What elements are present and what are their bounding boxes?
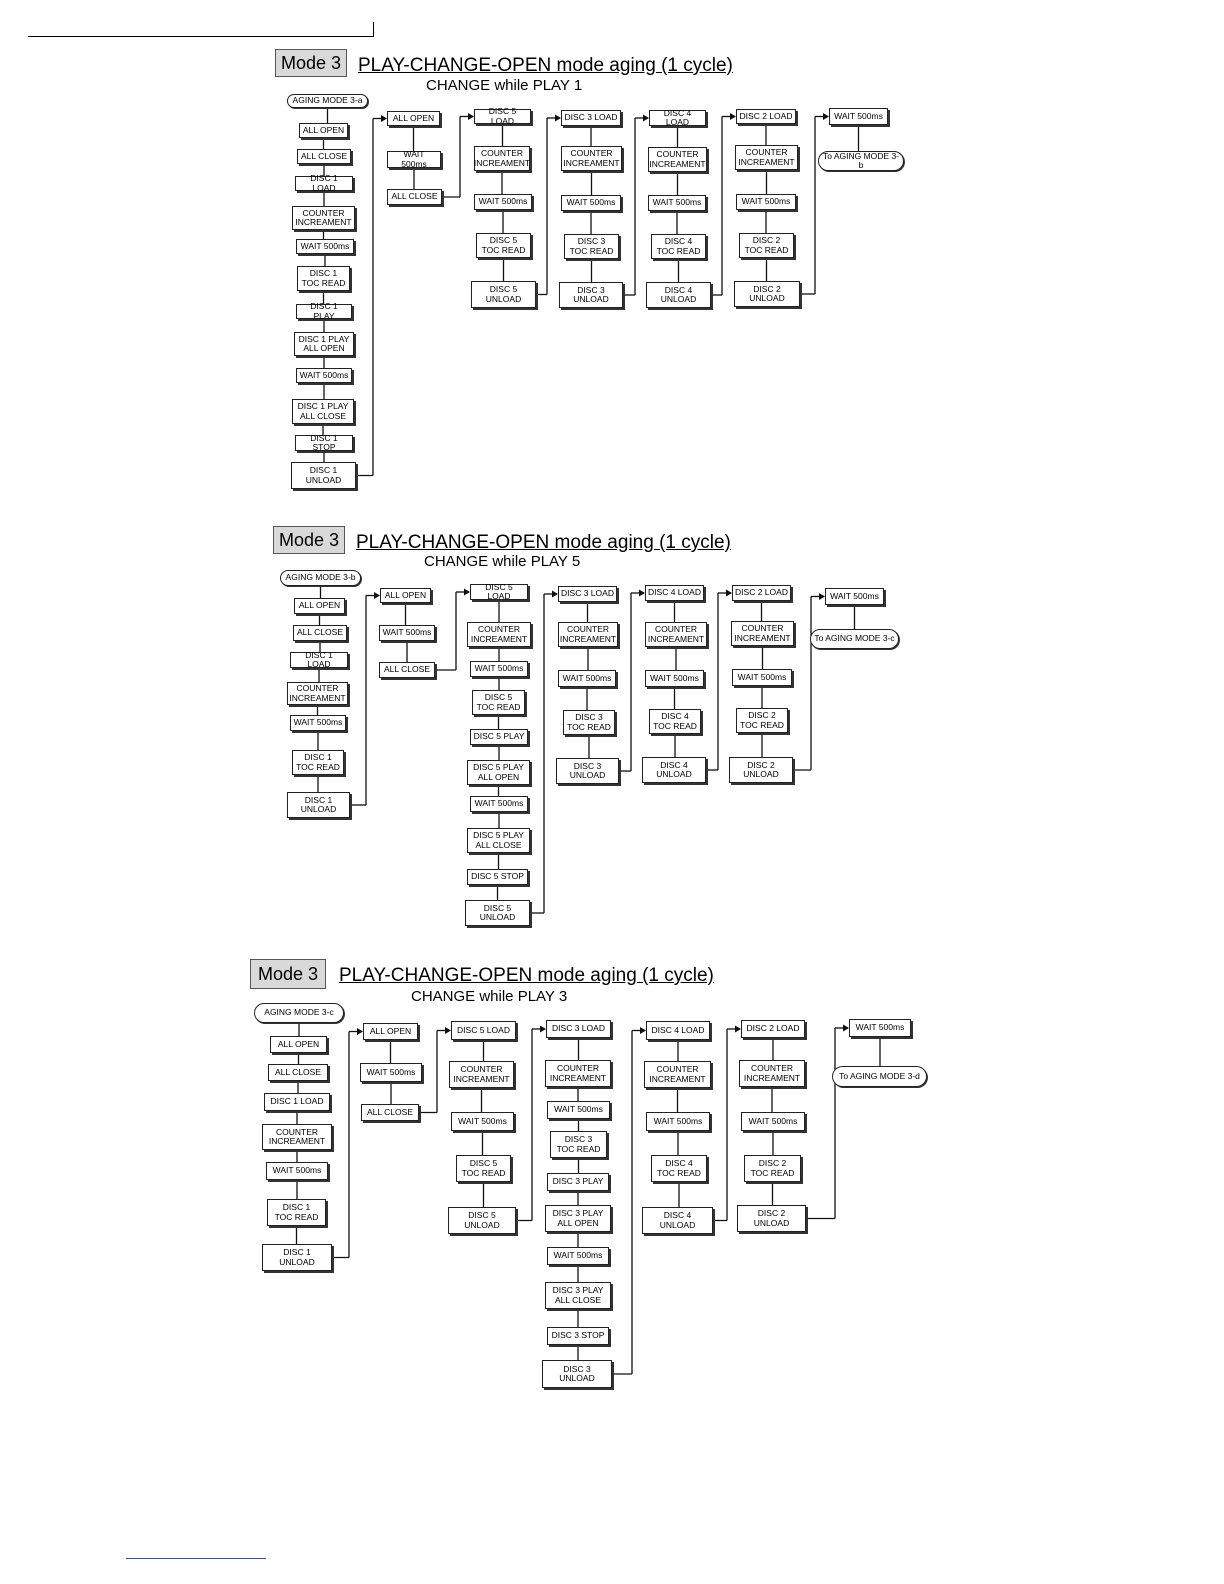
step-counter-increament: COUNTER INCREAMENT bbox=[558, 622, 618, 647]
step-disc-5-toc-read: DISC 5 TOC READ bbox=[456, 1155, 511, 1182]
step-counter-increament: COUNTER INCREAMENT bbox=[262, 1124, 332, 1150]
step-disc-2-load: DISC 2 LOAD bbox=[741, 1020, 805, 1038]
step-counter-increament: COUNTER INCREAMENT bbox=[292, 206, 355, 230]
step-all-close: ALL CLOSE bbox=[293, 625, 347, 641]
step-counter-increament: COUNTER INCREAMENT bbox=[474, 146, 530, 171]
step-disc-3-play: DISC 3 PLAY bbox=[547, 1173, 609, 1191]
step-wait-500ms: WAIT 500ms bbox=[296, 239, 354, 254]
step-disc-1-play-all-open: DISC 1 PLAY ALL OPEN bbox=[294, 332, 354, 356]
step-wait-500ms: WAIT 500ms bbox=[561, 195, 621, 211]
step-wait-500ms: WAIT 500ms bbox=[547, 1247, 609, 1265]
step-wait-500ms: WAIT 500ms bbox=[470, 796, 528, 812]
step-all-close: ALL CLOSE bbox=[361, 1104, 419, 1121]
step-wait-500ms: WAIT 500ms bbox=[736, 194, 796, 210]
step-disc-3-stop: DISC 3 STOP bbox=[547, 1327, 609, 1345]
step-disc-1-toc-read: DISC 1 TOC READ bbox=[267, 1199, 326, 1226]
step-disc-1-stop: DISC 1 STOP bbox=[295, 435, 353, 451]
step-wait-500ms: WAIT 500ms bbox=[825, 588, 884, 605]
terminator-aging-mode-3-b: AGING MODE 3-b bbox=[280, 570, 361, 586]
terminator-to-aging-mode-3-b: To AGING MODE 3-b bbox=[818, 151, 904, 171]
step-disc-2-toc-read: DISC 2 TOC READ bbox=[739, 233, 794, 258]
section-subtitle: CHANGE while PLAY 1 bbox=[426, 77, 583, 94]
step-disc-4-toc-read: DISC 4 TOC READ bbox=[651, 1155, 707, 1182]
step-disc-2-toc-read: DISC 2 TOC READ bbox=[736, 708, 788, 733]
step-wait-500ms: WAIT 500ms bbox=[849, 1019, 911, 1037]
step-wait-500ms: WAIT 500ms bbox=[829, 108, 888, 125]
terminator-to-aging-mode-3-c: To AGING MODE 3-c bbox=[810, 629, 899, 649]
step-disc-4-toc-read: DISC 4 TOC READ bbox=[649, 709, 701, 734]
section-title: PLAY-CHANGE-OPEN mode aging (1 cycle) bbox=[358, 55, 733, 76]
step-disc-1-unload: DISC 1 UNLOAD bbox=[262, 1244, 332, 1271]
step-disc-4-unload: DISC 4 UNLOAD bbox=[642, 757, 706, 783]
step-disc-2-load: DISC 2 LOAD bbox=[732, 585, 791, 601]
step-disc-1-play: DISC 1 PLAY bbox=[296, 304, 352, 319]
terminator-aging-mode-3-c: AGING MODE 3-c bbox=[254, 1003, 344, 1023]
step-disc-3-unload: DISC 3 UNLOAD bbox=[556, 758, 619, 784]
step-disc-1-unload: DISC 1 UNLOAD bbox=[287, 792, 350, 818]
mode-badge: Mode 3 bbox=[273, 526, 345, 554]
step-all-open: ALL OPEN bbox=[387, 111, 440, 126]
step-all-close: ALL CLOSE bbox=[268, 1064, 328, 1081]
step-wait-500ms: WAIT 500ms bbox=[387, 151, 441, 168]
step-disc-5-toc-read: DISC 5 TOC READ bbox=[472, 690, 525, 715]
step-wait-500ms: WAIT 500ms bbox=[741, 1112, 805, 1131]
footer-rule bbox=[126, 1558, 266, 1559]
step-disc-5-stop: DISC 5 STOP bbox=[467, 869, 528, 885]
step-disc-5-unload: DISC 5 UNLOAD bbox=[465, 900, 530, 926]
step-wait-500ms: WAIT 500ms bbox=[296, 368, 352, 383]
terminator-to-aging-mode-3-d: To AGING MODE 3-d bbox=[832, 1066, 927, 1087]
step-disc-2-unload: DISC 2 UNLOAD bbox=[734, 281, 800, 307]
section-subtitle: CHANGE while PLAY 5 bbox=[424, 553, 581, 570]
step-all-open: ALL OPEN bbox=[363, 1023, 418, 1040]
step-counter-increament: COUNTER INCREAMENT bbox=[545, 1060, 611, 1087]
step-wait-500ms: WAIT 500ms bbox=[290, 715, 346, 731]
step-disc-5-toc-read: DISC 5 TOC READ bbox=[476, 233, 531, 258]
step-disc-5-unload: DISC 5 UNLOAD bbox=[448, 1207, 516, 1234]
step-all-close: ALL CLOSE bbox=[297, 149, 351, 164]
step-disc-3-load: DISC 3 LOAD bbox=[546, 1020, 611, 1038]
step-disc-2-toc-read: DISC 2 TOC READ bbox=[744, 1155, 801, 1182]
step-wait-500ms: WAIT 500ms bbox=[558, 670, 616, 687]
terminator-aging-mode-3-a: AGING MODE 3-a bbox=[287, 94, 368, 108]
step-disc-3-load: DISC 3 LOAD bbox=[561, 110, 621, 126]
section-title: PLAY-CHANGE-OPEN mode aging (1 cycle) bbox=[356, 532, 731, 553]
step-disc-5-play: DISC 5 PLAY bbox=[470, 729, 528, 745]
step-disc-2-unload: DISC 2 UNLOAD bbox=[737, 1205, 806, 1232]
step-disc-1-unload: DISC 1 UNLOAD bbox=[291, 462, 356, 489]
step-disc-4-unload: DISC 4 UNLOAD bbox=[646, 282, 711, 308]
step-wait-500ms: WAIT 500ms bbox=[266, 1162, 328, 1180]
step-wait-500ms: WAIT 500ms bbox=[648, 195, 706, 211]
step-disc-1-load: DISC 1 LOAD bbox=[295, 176, 353, 191]
mode-badge: Mode 3 bbox=[275, 49, 347, 77]
step-wait-500ms: WAIT 500ms bbox=[732, 669, 792, 686]
step-counter-increament: COUNTER INCREAMENT bbox=[648, 147, 707, 172]
section-subtitle: CHANGE while PLAY 3 bbox=[411, 988, 568, 1005]
step-disc-1-toc-read: DISC 1 TOC READ bbox=[292, 750, 344, 775]
step-disc-4-toc-read: DISC 4 TOC READ bbox=[651, 234, 706, 259]
step-counter-increament: COUNTER INCREAMENT bbox=[645, 622, 707, 647]
step-wait-500ms: WAIT 500ms bbox=[451, 1112, 514, 1131]
step-wait-500ms: WAIT 500ms bbox=[547, 1101, 610, 1119]
step-wait-500ms: WAIT 500ms bbox=[646, 1112, 710, 1131]
step-disc-1-load: DISC 1 LOAD bbox=[264, 1093, 330, 1111]
step-counter-increament: COUNTER INCREAMENT bbox=[739, 1060, 805, 1087]
mode-badge: Mode 3 bbox=[250, 959, 326, 989]
step-disc-1-load: DISC 1 LOAD bbox=[290, 652, 348, 668]
step-disc-3-load: DISC 3 LOAD bbox=[558, 586, 617, 602]
step-disc-4-load: DISC 4 LOAD bbox=[646, 1021, 710, 1040]
step-disc-5-load: DISC 5 LOAD bbox=[474, 109, 531, 124]
step-disc-4-load: DISC 4 LOAD bbox=[649, 110, 706, 126]
step-disc-3-toc-read: DISC 3 TOC READ bbox=[550, 1131, 607, 1158]
step-disc-5-play-all-open: DISC 5 PLAY ALL OPEN bbox=[467, 760, 530, 785]
step-all-open: ALL OPEN bbox=[270, 1036, 327, 1053]
step-all-open: ALL OPEN bbox=[380, 588, 431, 603]
step-disc-3-toc-read: DISC 3 TOC READ bbox=[563, 710, 615, 735]
step-disc-3-unload: DISC 3 UNLOAD bbox=[542, 1360, 612, 1388]
step-all-open: ALL OPEN bbox=[299, 123, 348, 138]
step-disc-3-play-all-close: DISC 3 PLAY ALL CLOSE bbox=[545, 1282, 611, 1309]
step-wait-500ms: WAIT 500ms bbox=[360, 1063, 422, 1082]
step-disc-1-toc-read: DISC 1 TOC READ bbox=[297, 266, 350, 291]
step-counter-increament: COUNTER INCREAMENT bbox=[449, 1061, 514, 1088]
step-counter-increament: COUNTER INCREAMENT bbox=[735, 145, 798, 170]
step-wait-500ms: WAIT 500ms bbox=[470, 661, 528, 677]
step-disc-3-toc-read: DISC 3 TOC READ bbox=[564, 234, 619, 259]
step-all-close: ALL CLOSE bbox=[387, 189, 442, 205]
step-wait-500ms: WAIT 500ms bbox=[474, 194, 532, 210]
step-disc-5-unload: DISC 5 UNLOAD bbox=[471, 281, 536, 308]
step-counter-increament: COUNTER INCREAMENT bbox=[731, 621, 794, 646]
step-disc-5-load: DISC 5 LOAD bbox=[451, 1021, 516, 1040]
step-disc-1-play-all-close: DISC 1 PLAY ALL CLOSE bbox=[292, 399, 354, 424]
step-counter-increament: COUNTER INCREAMENT bbox=[644, 1061, 711, 1088]
step-all-close: ALL CLOSE bbox=[379, 662, 435, 678]
step-wait-500ms: WAIT 500ms bbox=[645, 670, 704, 687]
step-disc-3-play-all-open: DISC 3 PLAY ALL OPEN bbox=[545, 1205, 611, 1232]
section-title: PLAY-CHANGE-OPEN mode aging (1 cycle) bbox=[339, 965, 714, 986]
step-counter-increament: COUNTER INCREAMENT bbox=[467, 622, 531, 647]
step-disc-4-unload: DISC 4 UNLOAD bbox=[642, 1207, 713, 1234]
step-disc-3-unload: DISC 3 UNLOAD bbox=[559, 282, 623, 308]
step-disc-2-unload: DISC 2 UNLOAD bbox=[729, 757, 793, 783]
step-counter-increament: COUNTER INCREAMENT bbox=[287, 682, 348, 705]
step-disc-5-play-all-close: DISC 5 PLAY ALL CLOSE bbox=[467, 828, 530, 853]
step-disc-2-load: DISC 2 LOAD bbox=[736, 109, 796, 124]
step-wait-500ms: WAIT 500ms bbox=[379, 625, 435, 641]
step-counter-increament: COUNTER INCREAMENT bbox=[561, 146, 622, 171]
step-disc-5-load: DISC 5 LOAD bbox=[470, 584, 528, 600]
step-all-open: ALL OPEN bbox=[294, 598, 345, 614]
step-disc-4-load: DISC 4 LOAD bbox=[645, 585, 704, 601]
